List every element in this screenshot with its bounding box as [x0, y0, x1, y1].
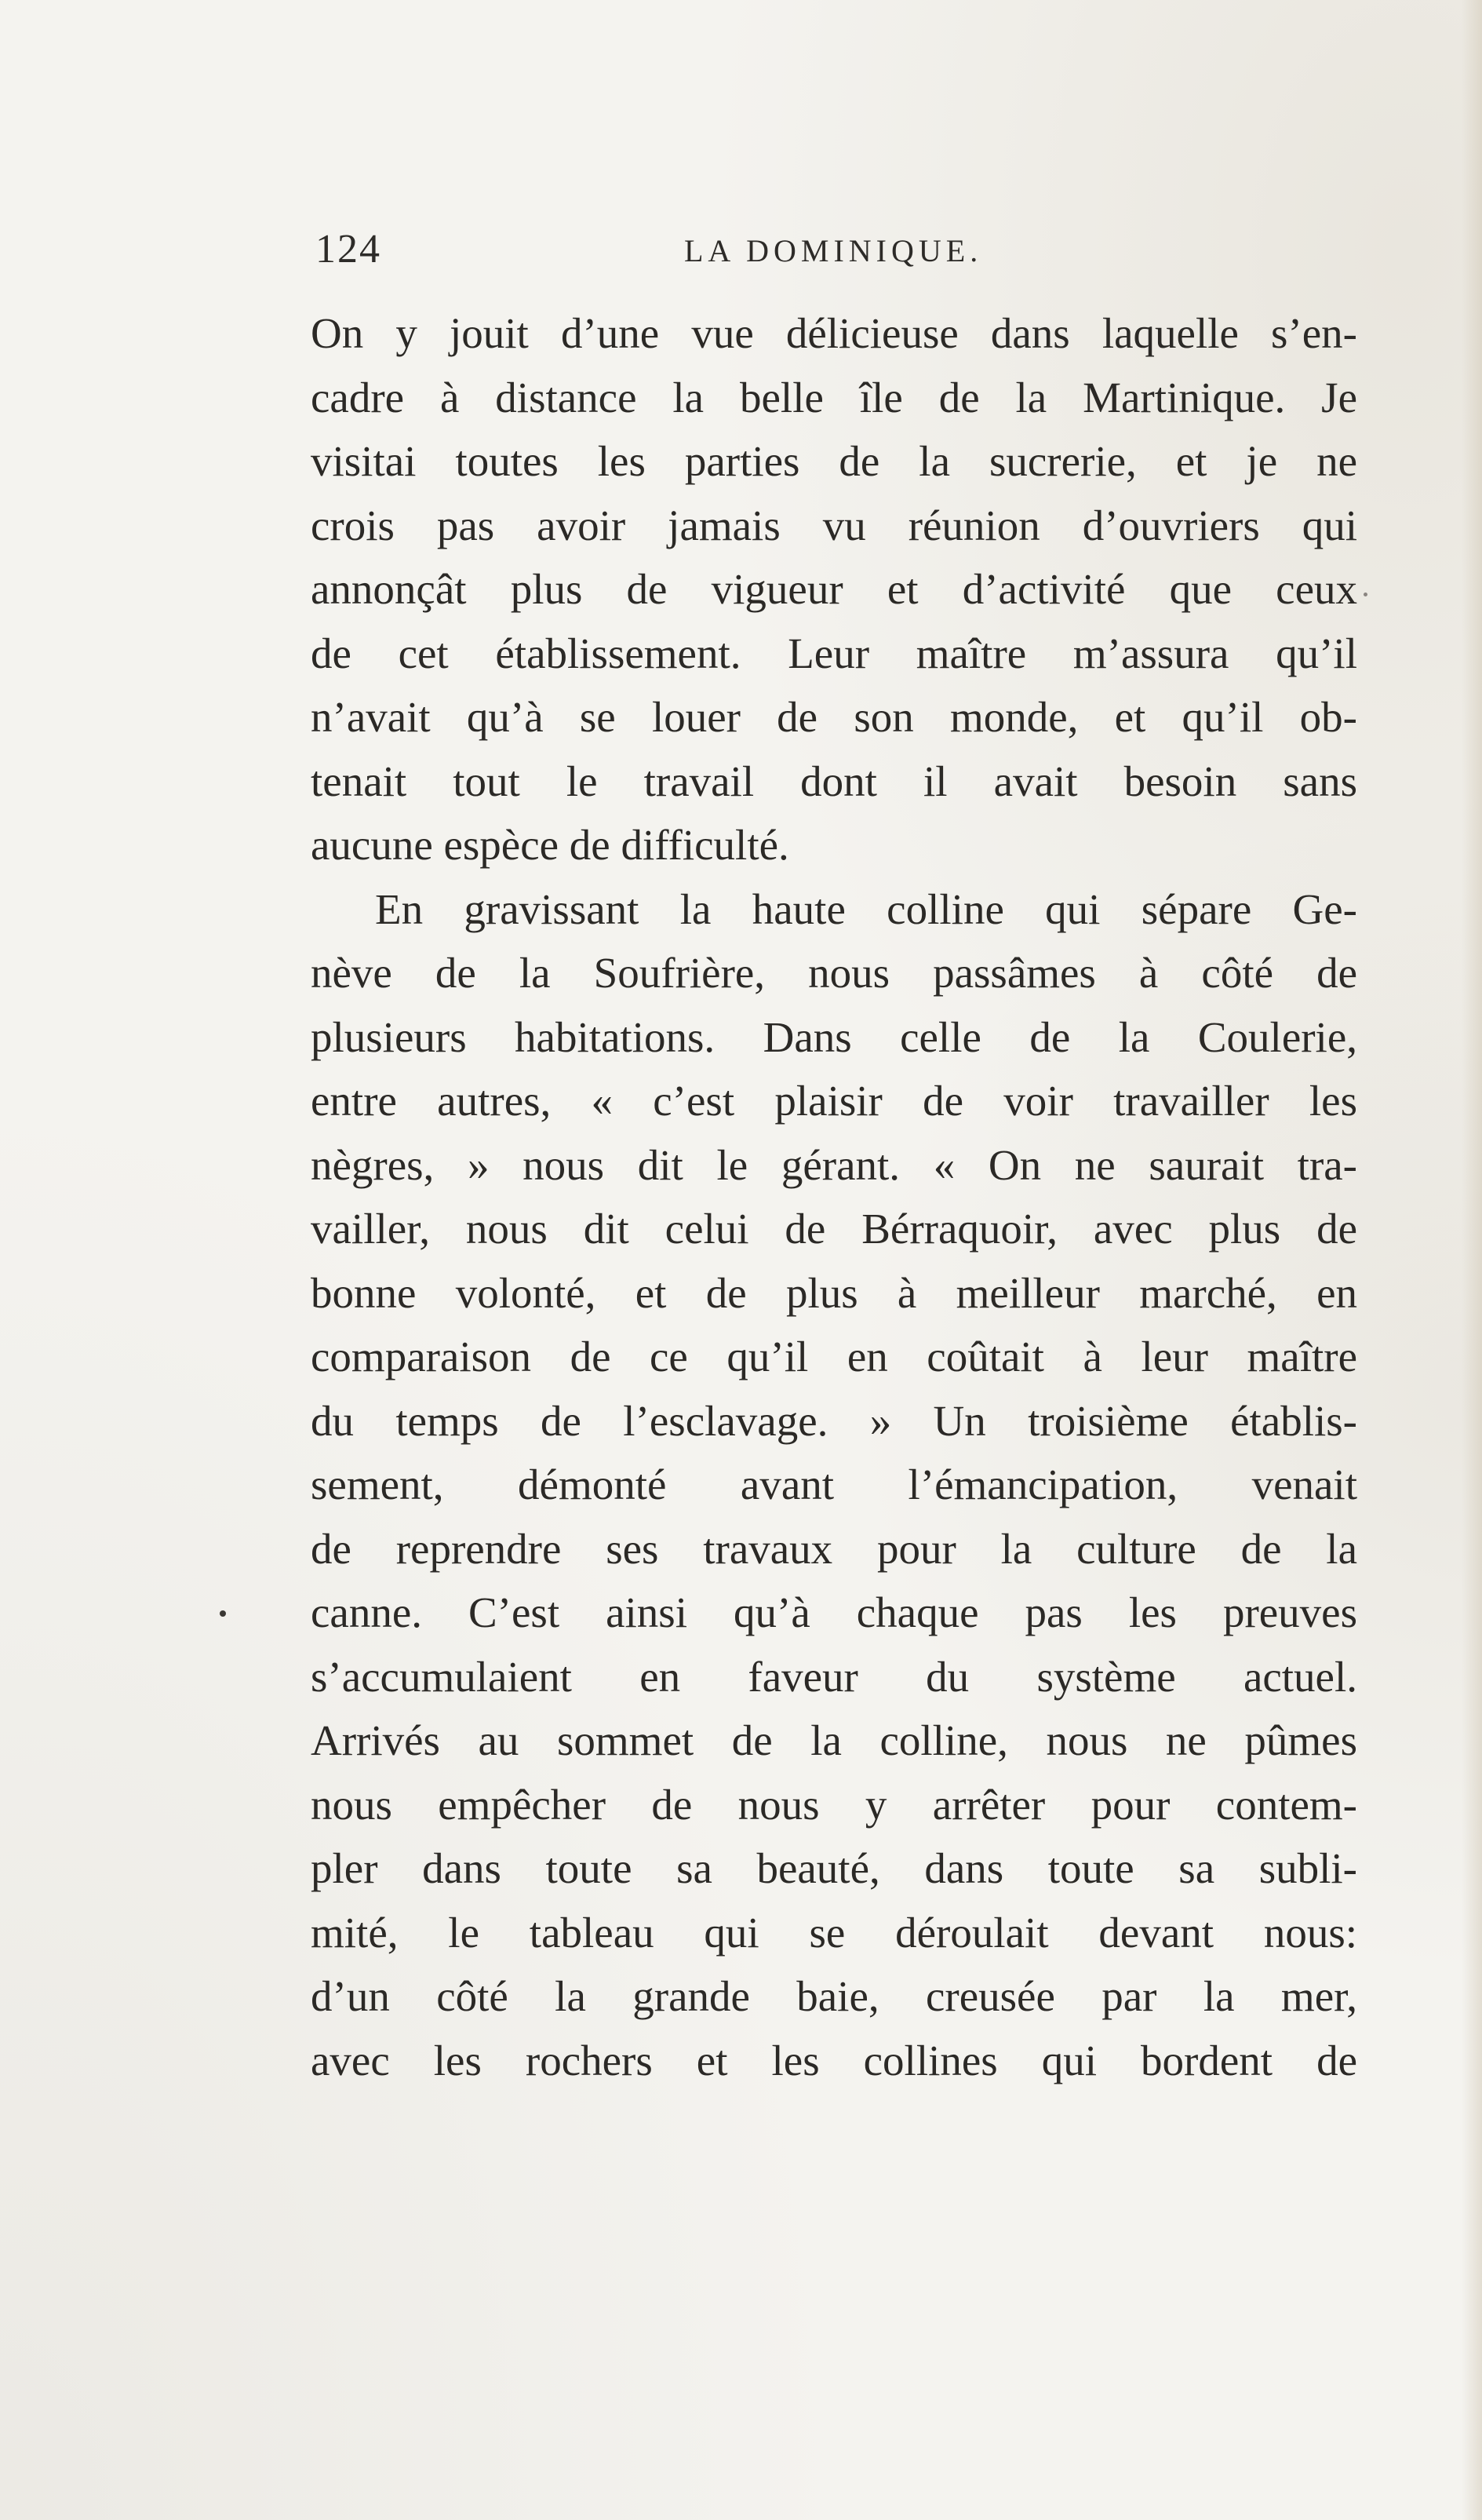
- ink-speck: [1364, 593, 1367, 596]
- text-line: de reprendre ses travaux pour la culture de la: [311, 1524, 1357, 1573]
- body-text: [311, 301, 1357, 2092]
- text-line: nègres, » nous dit le gérant. « On ne saurait tra-: [311, 1140, 1357, 1189]
- text-line: tenait tout le travail dont il avait besoin sans: [311, 757, 1357, 805]
- text-line-paragraph-start: En gravissant la haute colline qui sépare Ge-: [375, 884, 1357, 933]
- text-line: n’avait qu’à se louer de son monde, et qu’il ob-: [311, 693, 1357, 741]
- text-line: entre autres, « c’est plaisir de voir travailler les: [311, 1077, 1357, 1125]
- text-line: cadre à distance la belle île de la Martinique. Je: [311, 373, 1357, 421]
- text-line: visitai toutes les parties de la sucrerie, et je ne: [311, 437, 1357, 485]
- text-line: vailler, nous dit celui de Bérraquoir, avec plus de: [311, 1205, 1357, 1253]
- text-line: nève de la Soufrière, nous passâmes à côté de: [311, 949, 1357, 997]
- text-line: comparaison de ce qu’il en coûtait à leur maître: [311, 1333, 1357, 1380]
- running-title: LA DOMINIQUE.: [684, 233, 983, 268]
- text-line: annonçât plus de vigueur et d’activité que ceux: [311, 565, 1357, 613]
- text-line: du temps de l’esclavage. » Un troisième établis-: [311, 1396, 1357, 1445]
- text-line: sement, démonté avant l’émancipation, venait: [311, 1461, 1357, 1508]
- text-line: nous empêcher de nous y arrêter pour contem-: [311, 1780, 1357, 1829]
- page-header: [315, 226, 1357, 281]
- text-line: Arrivés au sommet de la colline, nous ne pûmes: [311, 1716, 1357, 1764]
- text-line: bonne volonté, et de plus à meilleur marché, en: [311, 1268, 1357, 1317]
- text-line: d’un côté la grande baie, creusée par la mer,: [311, 1972, 1357, 2020]
- text-line: de cet établissement. Leur maître m’assura qu’il: [311, 629, 1357, 677]
- text-line: plusieurs habitations. Dans celle de la Coulerie,: [311, 1012, 1357, 1061]
- text-line: On y jouit d’une vue délicieuse dans laquelle s’en-: [311, 309, 1357, 357]
- text-line: avec les rochers et les collines qui bordent de: [311, 2036, 1357, 2084]
- page-number: 124: [315, 227, 381, 272]
- text-line: canne. C’est ainsi qu’à chaque pas les preuves: [311, 1588, 1357, 1636]
- page-edge-shadow: [1462, 0, 1482, 2520]
- text-line: mité, le tableau qui se déroulait devant nous:: [311, 1908, 1357, 1957]
- text-line: s’accumulaient en faveur du système actuel.: [311, 1652, 1357, 1701]
- text-line-paragraph-end: aucune espèce de difficulté.: [311, 821, 789, 869]
- text-line: pler dans toute sa beauté, dans toute sa subli-: [311, 1844, 1357, 1892]
- ink-speck: [220, 1610, 226, 1617]
- text-line: crois pas avoir jamais vu réunion d’ouvriers qui: [311, 501, 1357, 549]
